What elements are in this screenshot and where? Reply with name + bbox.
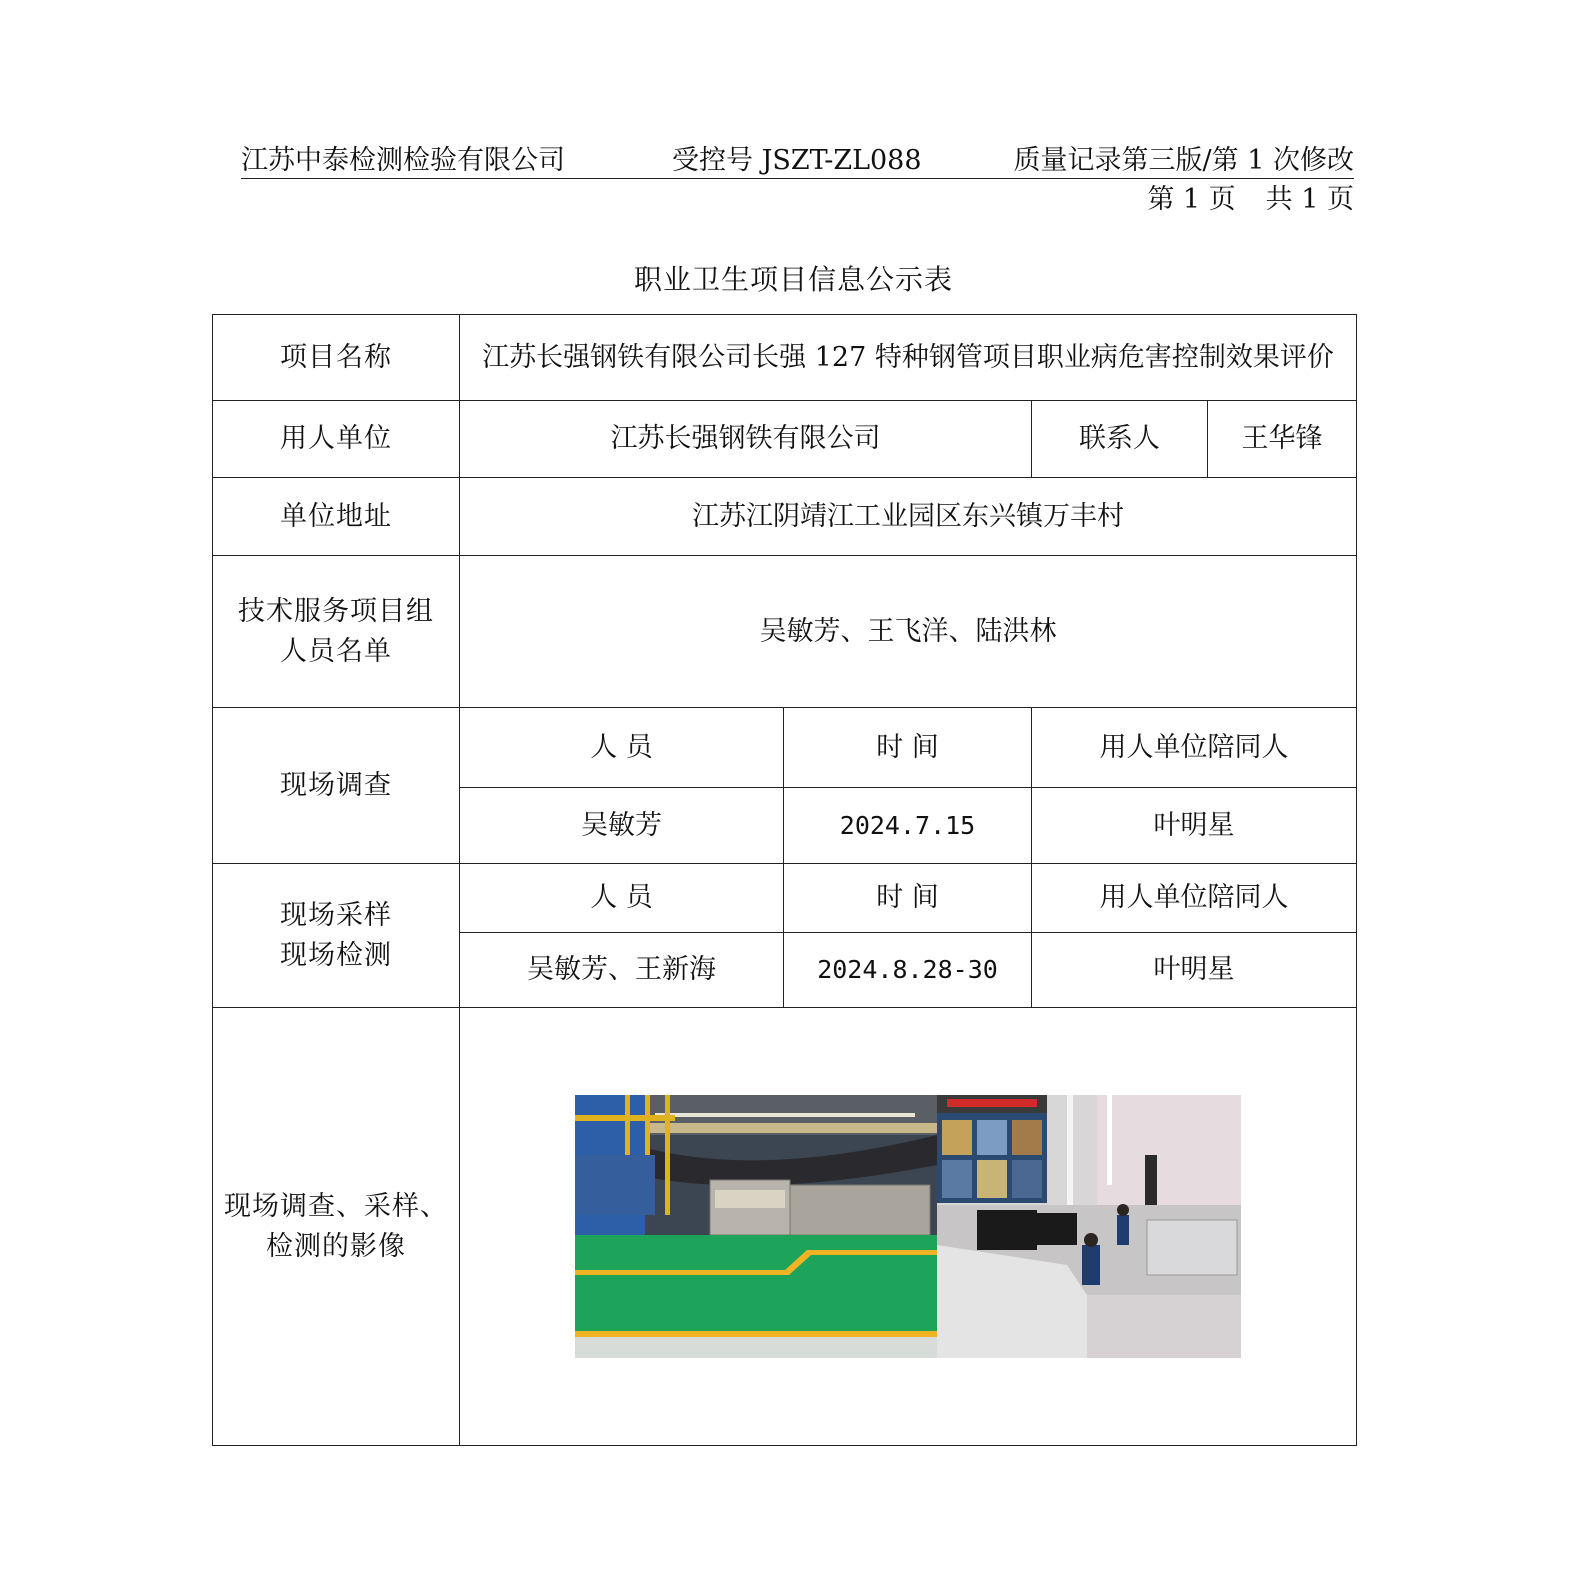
survey-person: 吴敏芳 — [460, 788, 784, 864]
address-label: 单位地址 — [213, 478, 460, 556]
team-label-line-2: 人员名单 — [280, 635, 392, 667]
sampling-time: 2024.8.28-30 — [784, 933, 1032, 1008]
sampling-header-person: 人 员 — [460, 864, 784, 933]
sampling-escort: 叶明星 — [1032, 933, 1357, 1008]
project-name-value: 江苏长强钢铁有限公司长强 127 特种钢管项目职业病危害控制效果评价 — [460, 315, 1357, 401]
control-room-photo — [937, 1095, 1241, 1358]
header-control-number: 受控号 JSZT-ZL088 — [672, 145, 922, 176]
survey-header-person: 人 员 — [460, 708, 784, 788]
survey-escort: 叶明星 — [1032, 788, 1357, 864]
survey-header-time: 时 间 — [784, 708, 1032, 788]
sampling-header-time: 时 间 — [784, 864, 1032, 933]
page-number: 第 1 页 — [1147, 184, 1236, 215]
page-total: 共 1 页 — [1265, 184, 1354, 215]
employer-value: 江苏长强钢铁有限公司 — [460, 401, 1032, 478]
document-title: 职业卫生项目信息公示表 — [633, 263, 953, 296]
info-table — [212, 314, 1357, 1446]
images-label-line-2: 检测的影像 — [266, 1230, 406, 1262]
sampling-header-escort: 用人单位陪同人 — [1032, 864, 1357, 933]
team-label — [213, 556, 460, 708]
table-row-project — [213, 315, 1357, 401]
table-row-employer — [213, 401, 1357, 478]
survey-time: 2024.7.15 — [784, 788, 1032, 864]
images-label — [213, 1008, 460, 1446]
project-name-label: 项目名称 — [213, 315, 460, 401]
header-company: 江苏中泰检测检验有限公司 — [241, 145, 565, 176]
table-row-images — [213, 1008, 1357, 1446]
survey-label: 现场调查 — [213, 708, 460, 864]
header-record-version: 质量记录第三版/第 1 次修改 — [1013, 145, 1354, 176]
photo-gallery — [466, 1095, 1350, 1358]
images-cell — [460, 1008, 1357, 1446]
team-label-line-1: 技术服务项目组 — [238, 595, 434, 627]
employer-label: 用人单位 — [213, 401, 460, 478]
sampling-person: 吴敏芳、王新海 — [460, 933, 784, 1008]
table-row-survey-header — [213, 708, 1357, 788]
contact-label: 联系人 — [1032, 401, 1208, 478]
survey-header-escort: 用人单位陪同人 — [1032, 708, 1357, 788]
document-header — [241, 134, 1354, 179]
images-label-line-1: 现场调查、采样、 — [224, 1190, 448, 1222]
page-info — [1147, 177, 1354, 216]
table-row-sampling-header — [213, 864, 1357, 933]
team-value: 吴敏芳、王飞洋、陆洪林 — [460, 556, 1357, 708]
sampling-label-line-2: 现场检测 — [280, 939, 392, 971]
workshop-photo — [575, 1095, 937, 1358]
table-row-team — [213, 556, 1357, 708]
sampling-label — [213, 864, 460, 1008]
address-value: 江苏江阴靖江工业园区东兴镇万丰村 — [460, 478, 1357, 556]
sampling-label-line-1: 现场采样 — [280, 899, 392, 931]
contact-value: 王华锋 — [1208, 401, 1357, 478]
table-row-address — [213, 478, 1357, 556]
